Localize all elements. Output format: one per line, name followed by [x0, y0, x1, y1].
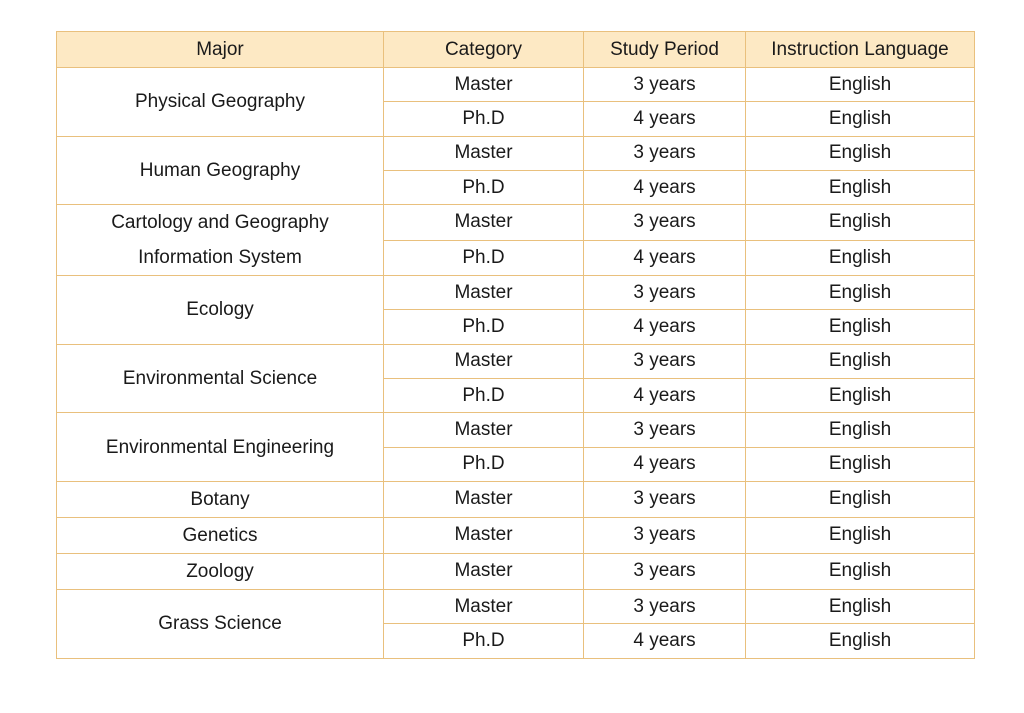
study-period-cell: 3 years — [584, 344, 746, 378]
category-cell: Master — [384, 589, 584, 623]
category-cell: Master — [384, 205, 584, 241]
category-cell: Master — [384, 481, 584, 517]
study-period-cell: 3 years — [584, 553, 746, 589]
table-row — [57, 205, 975, 241]
category-cell: Master — [384, 413, 584, 447]
study-period-cell: 3 years — [584, 68, 746, 102]
study-period-cell: 4 years — [584, 310, 746, 344]
language-cell: English — [746, 379, 975, 413]
language-cell: English — [746, 240, 975, 276]
study-period-cell: 4 years — [584, 447, 746, 481]
category-cell: Master — [384, 517, 584, 553]
category-cell: Master — [384, 553, 584, 589]
table-row — [57, 517, 975, 553]
study-period-cell: 3 years — [584, 136, 746, 170]
table-body — [57, 68, 975, 659]
language-cell: English — [746, 170, 975, 204]
language-cell: English — [746, 102, 975, 136]
language-cell: English — [746, 344, 975, 378]
study-period-cell: 3 years — [584, 517, 746, 553]
study-period-cell: 3 years — [584, 413, 746, 447]
language-cell: English — [746, 481, 975, 517]
table-row — [57, 413, 975, 447]
language-cell: English — [746, 413, 975, 447]
table-row — [57, 589, 975, 623]
major-cell: Environmental Science — [57, 344, 384, 413]
table-row — [57, 68, 975, 102]
category-cell: Ph.D — [384, 240, 584, 276]
major-line: Information System — [138, 247, 302, 269]
programs-table — [56, 31, 975, 659]
language-cell: English — [746, 589, 975, 623]
major-cell: Genetics — [57, 517, 384, 553]
header-instruction-language: Instruction Language — [746, 32, 975, 68]
study-period-cell: 4 years — [584, 240, 746, 276]
table-row — [57, 344, 975, 378]
language-cell: English — [746, 624, 975, 658]
major-cell: Botany — [57, 481, 384, 517]
major-cell: Ecology — [57, 276, 384, 345]
category-cell: Ph.D — [384, 379, 584, 413]
header-study-period: Study Period — [584, 32, 746, 68]
study-period-cell: 4 years — [584, 624, 746, 658]
language-cell: English — [746, 447, 975, 481]
category-cell: Master — [384, 344, 584, 378]
major-cell: Human Geography — [57, 136, 384, 205]
header-row — [57, 32, 975, 68]
language-cell: English — [746, 276, 975, 310]
language-cell: English — [746, 68, 975, 102]
study-period-cell: 3 years — [584, 205, 746, 241]
study-period-cell: 4 years — [584, 102, 746, 136]
header-major: Major — [57, 32, 384, 68]
category-cell: Master — [384, 68, 584, 102]
language-cell: English — [746, 310, 975, 344]
language-cell: English — [746, 553, 975, 589]
major-cell — [57, 205, 384, 276]
category-cell: Master — [384, 136, 584, 170]
major-line: Cartology and Geography — [111, 212, 329, 234]
category-cell: Ph.D — [384, 447, 584, 481]
table-row — [57, 276, 975, 310]
category-cell: Ph.D — [384, 102, 584, 136]
study-period-cell: 4 years — [584, 170, 746, 204]
category-cell: Ph.D — [384, 170, 584, 204]
study-period-cell: 4 years — [584, 379, 746, 413]
table-header — [57, 32, 975, 68]
language-cell: English — [746, 517, 975, 553]
language-cell: English — [746, 136, 975, 170]
table-row — [57, 553, 975, 589]
category-cell: Ph.D — [384, 624, 584, 658]
major-cell: Zoology — [57, 553, 384, 589]
major-cell: Environmental Engineering — [57, 413, 384, 482]
category-cell: Ph.D — [384, 310, 584, 344]
study-period-cell: 3 years — [584, 276, 746, 310]
language-cell: English — [746, 205, 975, 241]
study-period-cell: 3 years — [584, 589, 746, 623]
major-cell: Physical Geography — [57, 68, 384, 137]
table-row — [57, 136, 975, 170]
category-cell: Master — [384, 276, 584, 310]
table-row — [57, 481, 975, 517]
study-period-cell: 3 years — [584, 481, 746, 517]
major-cell: Grass Science — [57, 589, 384, 658]
header-category: Category — [384, 32, 584, 68]
